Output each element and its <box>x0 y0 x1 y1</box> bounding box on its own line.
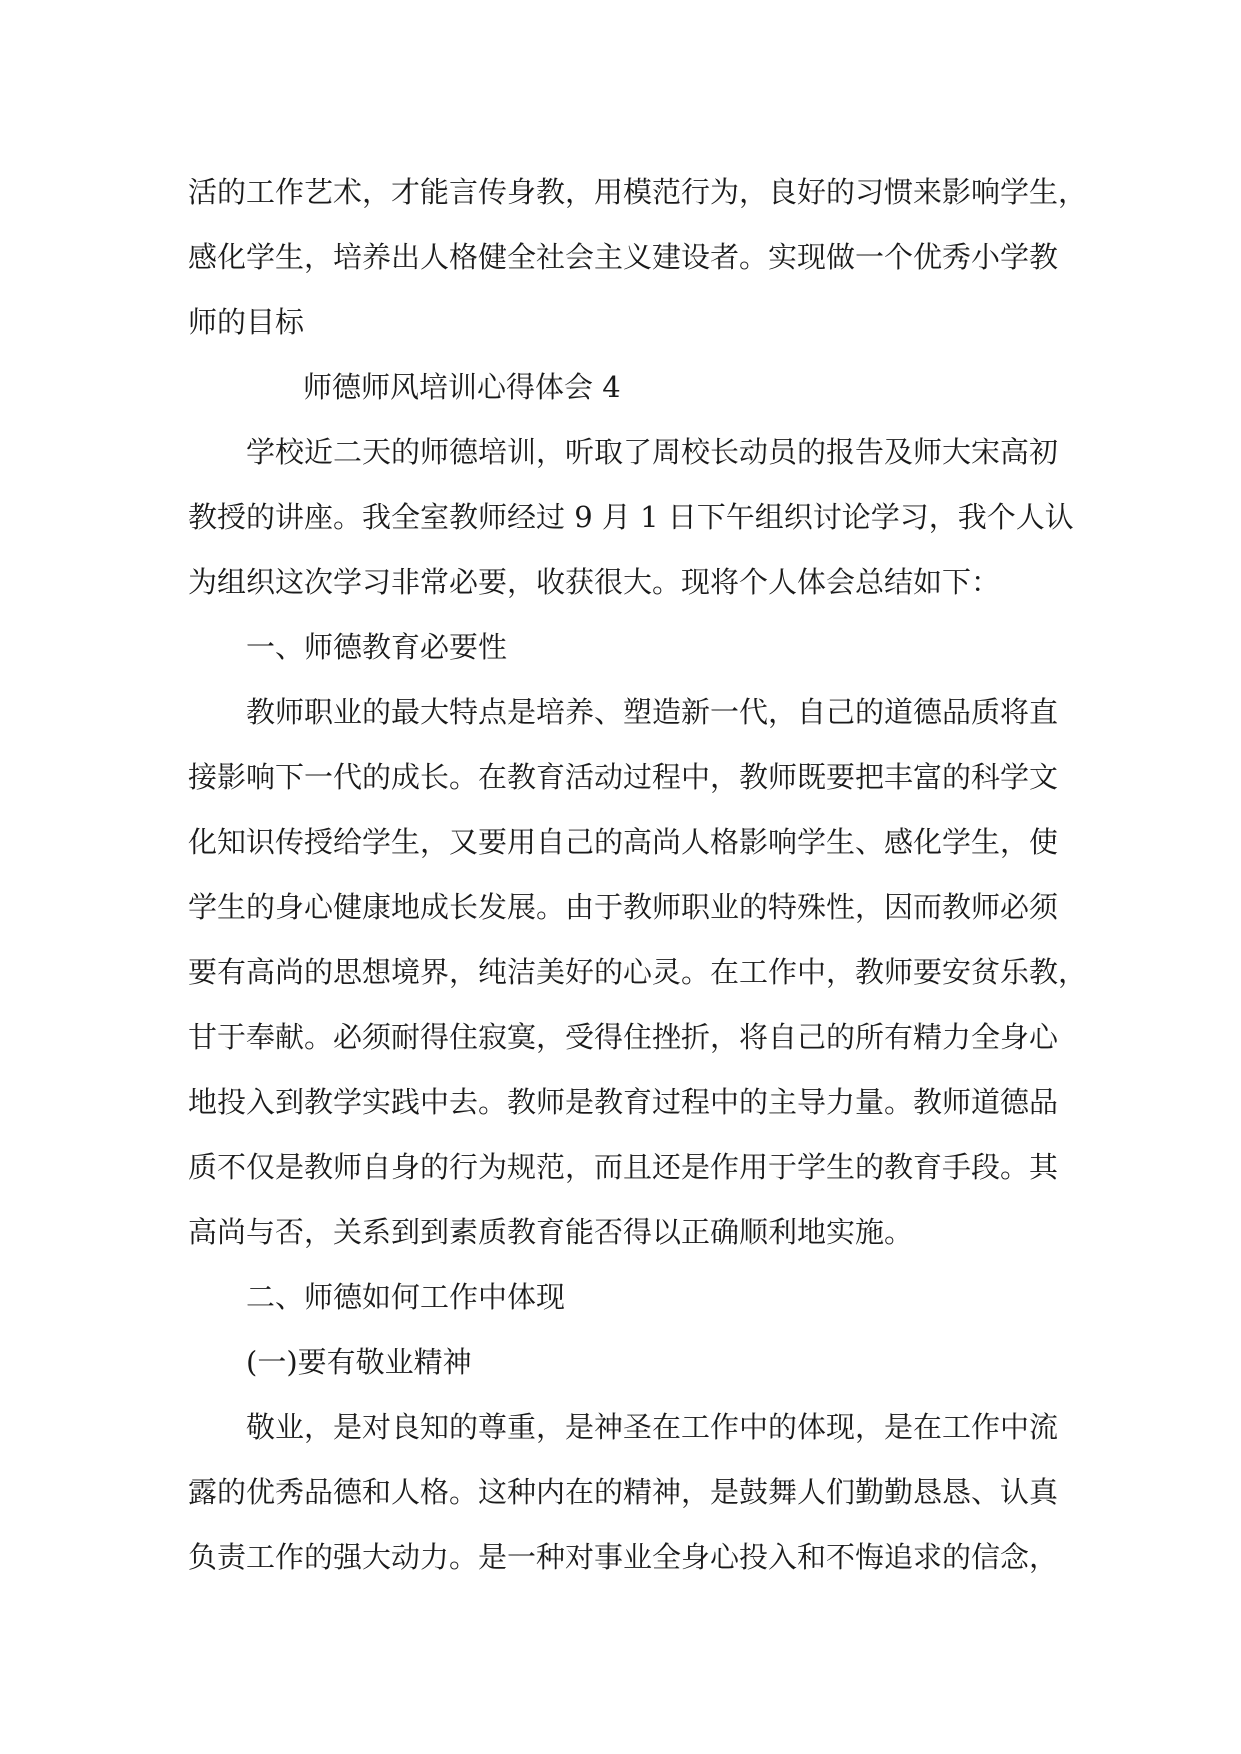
text-line: 活的工作艺术，才能言传身教，用模范行为，良好的习惯来影响学生， <box>188 175 1088 209</box>
text-line: 负责工作的强大动力。是一种对事业全身心投入和不悔追求的信念， <box>188 1540 1059 1574</box>
text-line: 学生的身心健康地成长发展。由于教师职业的特殊性，因而教师必须 <box>188 890 1059 924</box>
subheading-line: 一、师德教育必要性 <box>246 630 508 664</box>
text-line: 露的优秀品德和人格。这种内在的精神，是鼓舞人们勤勤恳恳、认真 <box>188 1475 1059 1509</box>
text-line: 教授的讲座。我全室教师经过 9 月 1 日下午组织讨论学习，我个人认 <box>188 500 1074 534</box>
text-line: 甘于奉献。必须耐得住寂寞，受得住挫折，将自己的所有精力全身心 <box>188 1020 1059 1054</box>
text-line: 质不仅是教师自身的行为规范，而且还是作用于学生的教育手段。其 <box>188 1150 1059 1184</box>
paragraph-first-line: 教师职业的最大特点是培养、塑造新一代，自己的道德品质将直 <box>246 695 1059 729</box>
text-line: 高尚与否，关系到到素质教育能否得以正确顺利地实施。 <box>188 1215 914 1249</box>
text-line: 感化学生，培养出人格健全社会主义建设者。实现做一个优秀小学教 <box>188 240 1059 274</box>
text-line: 师的目标 <box>188 305 305 339</box>
text-line: 为组织这次学习非常必要，收获很大。现将个人体会总结如下： <box>188 565 1001 599</box>
text-line: 地投入到教学实践中去。教师是教育过程中的主导力量。教师道德品 <box>188 1085 1059 1119</box>
text-line: 接影响下一代的成长。在教育活动过程中，教师既要把丰富的科学文 <box>188 760 1059 794</box>
section-heading: 师德师风培训心得体会 4 <box>303 370 621 404</box>
paragraph-first-line: 敬业，是对良知的尊重，是神圣在工作中的体现，是在工作中流 <box>246 1410 1059 1444</box>
paragraph-first-line: 学校近二天的师德培训，听取了周校长动员的报告及师大宋高初 <box>246 435 1059 469</box>
text-line: 要有高尚的思想境界，纯洁美好的心灵。在工作中，教师要安贫乐教， <box>188 955 1088 989</box>
text-line: 化知识传授给学生，又要用自己的高尚人格影响学生、感化学生，使 <box>188 825 1059 859</box>
subheading-line: 二、师德如何工作中体现 <box>246 1280 566 1314</box>
subheading-line: (一)要有敬业精神 <box>246 1345 472 1379</box>
document-body <box>188 160 1088 1590</box>
